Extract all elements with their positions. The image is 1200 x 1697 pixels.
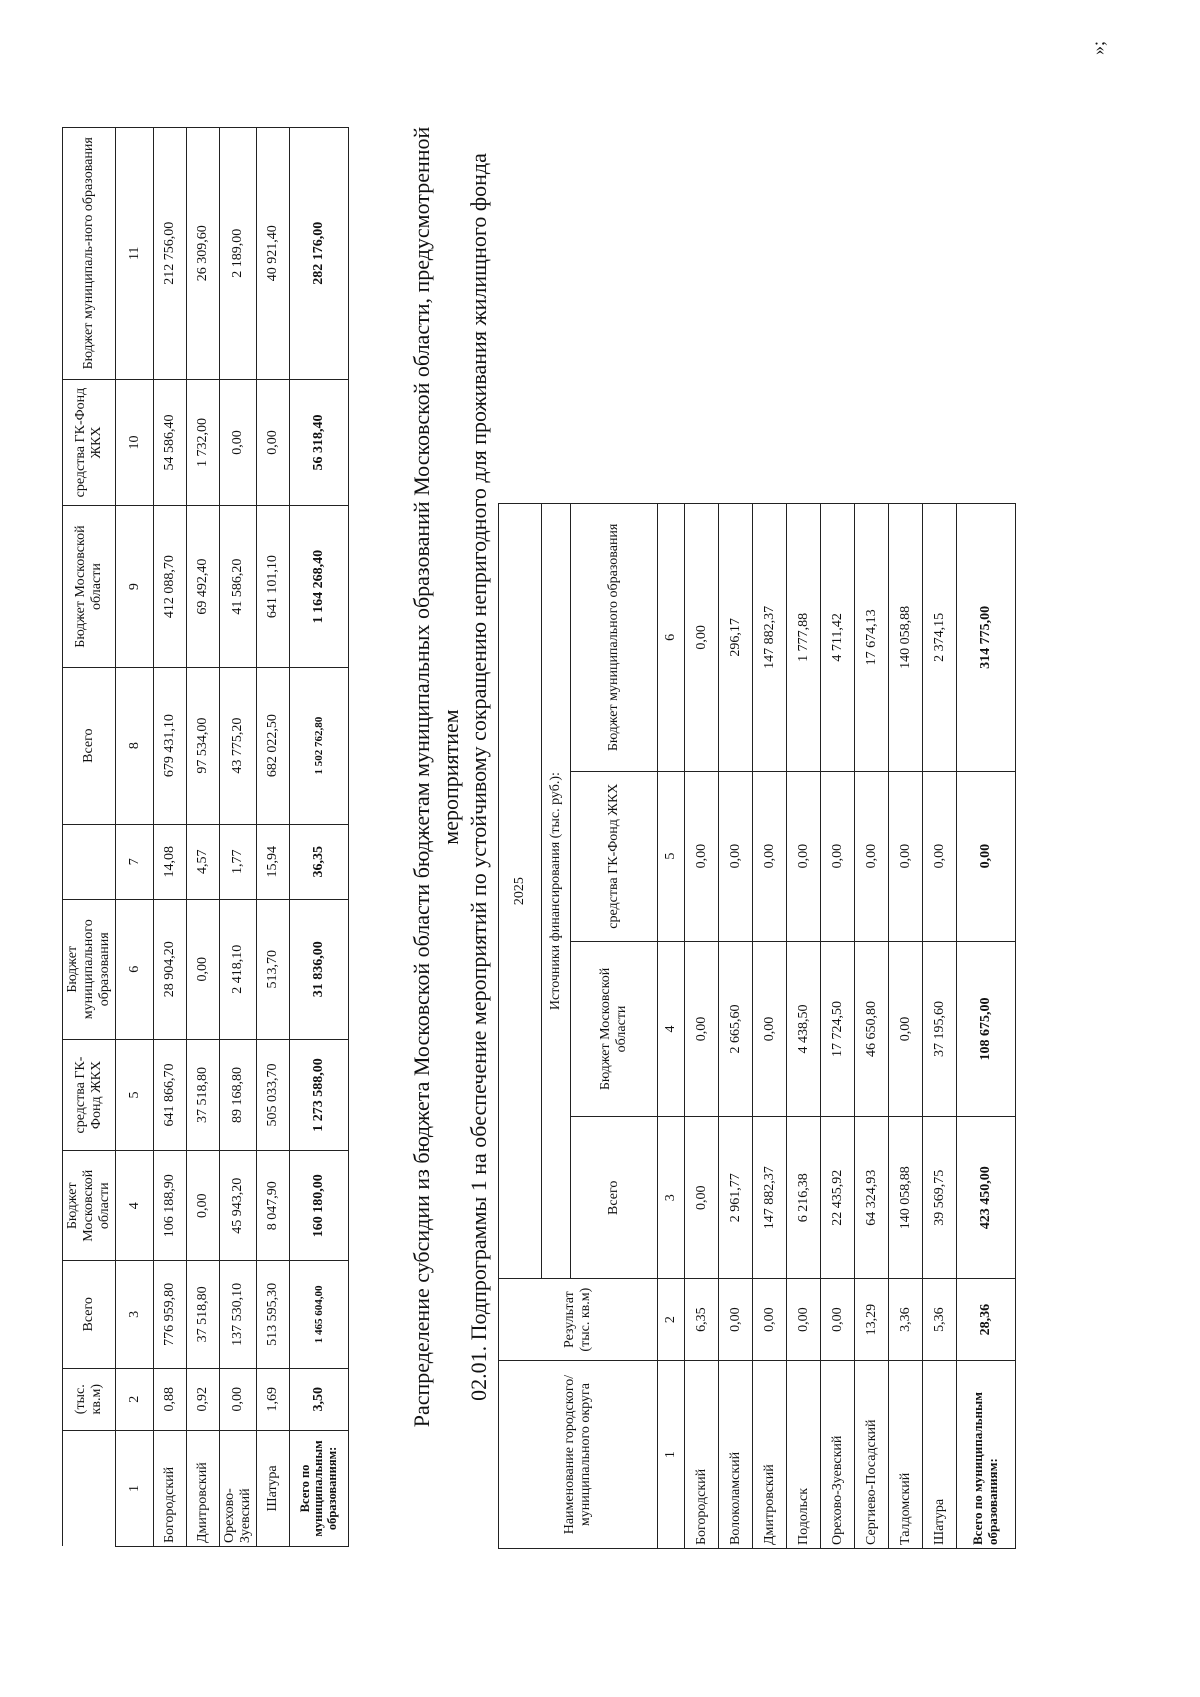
table-cell: 147 882,37: [753, 504, 787, 772]
municipality-name: Дмитровский: [187, 1430, 220, 1546]
table-cell: 89 168,80: [220, 1039, 257, 1151]
municipality-name: Шатура: [923, 1361, 957, 1549]
subsidy-table-continued: [62, 127, 349, 1547]
total-label: Всего по муниципальным образованиям:: [290, 1430, 349, 1546]
table-row: [685, 504, 719, 1549]
header-result: Результат (тыс. кв.м): [499, 1279, 658, 1361]
table-cell: 17 674,13: [855, 504, 889, 772]
table-cell: 140 058,88: [889, 1117, 923, 1279]
municipality-name: Подольск: [787, 1361, 821, 1549]
total-cell: 0,00: [957, 771, 1016, 941]
column-number: 8: [116, 667, 154, 824]
table-cell: 45 943,20: [220, 1151, 257, 1261]
table-row: [753, 504, 787, 1549]
table-cell: 0,00: [685, 771, 719, 941]
table-cell: 641 101,10: [257, 506, 290, 667]
header-funding-sources: Источники финансирования (тыс. руб.):: [542, 504, 571, 1279]
table-cell: 412 088,70: [154, 506, 187, 667]
municipality-name: Орехово-Зуевский: [220, 1430, 257, 1546]
table-cell: 0,00: [685, 504, 719, 772]
table-cell: 679 431,10: [154, 667, 187, 824]
total-row: [290, 128, 349, 1547]
table-cell: 140 058,88: [889, 504, 923, 772]
table-cell: 0,00: [220, 379, 257, 506]
table-header-row: [63, 128, 116, 1547]
section-title-line-2: 02.01. Подпрограммы 1 на обеспечение мероприятий по устойчивому сокращению непригодного для проживания жилищного фонда: [466, 153, 492, 1401]
table-cell: 54 586,40: [154, 379, 187, 506]
total-cell: 108 675,00: [957, 941, 1016, 1117]
header-gk-fund: средства ГК-Фонд ЖКХ: [571, 771, 658, 941]
header-municipal-budget: Бюджет муниципального образования: [571, 504, 658, 772]
table-cell: 0,00: [719, 771, 753, 941]
table-cell: 0,00: [787, 1279, 821, 1361]
header-municipality-name: Наименование городского/муниципального округа: [499, 1361, 658, 1549]
table-row: [220, 128, 257, 1547]
total-cell: 28,36: [957, 1279, 1016, 1361]
table-cell: 0,00: [753, 941, 787, 1117]
total-cell: 1 465 604,00: [290, 1261, 349, 1369]
table-cell: 0,00: [753, 1279, 787, 1361]
municipality-name: Талдомский: [889, 1361, 923, 1549]
table-row: [257, 128, 290, 1547]
column-number: 4: [116, 1151, 154, 1261]
table-cell: 0,00: [187, 1151, 220, 1261]
column-number: 11: [116, 128, 154, 380]
header-cell: Всего: [63, 1261, 116, 1369]
table-cell: 0,00: [685, 941, 719, 1117]
table-cell: 682 022,50: [257, 667, 290, 824]
table-cell: 43 775,20: [220, 667, 257, 824]
table-cell: 0,00: [220, 1368, 257, 1430]
table-row: [889, 504, 923, 1549]
municipality-name: Орехово-Зуевский: [821, 1361, 855, 1549]
table-row: [923, 504, 957, 1549]
table-cell: 0,00: [753, 771, 787, 941]
total-cell: 3,50: [290, 1368, 349, 1430]
municipality-name: Богородский: [154, 1430, 187, 1546]
table-cell: 0,00: [187, 899, 220, 1039]
total-cell: 1 502 762,80: [290, 667, 349, 824]
column-number: 9: [116, 506, 154, 667]
table-cell: 37 518,80: [187, 1039, 220, 1151]
table-cell: 0,00: [821, 1279, 855, 1361]
table-cell: 776 959,80: [154, 1261, 187, 1369]
table-cell: 41 586,20: [220, 506, 257, 667]
municipality-name: Сергиево-Посадский: [855, 1361, 889, 1549]
municipality-name: Волоколамский: [719, 1361, 753, 1549]
table-cell: 5,36: [923, 1279, 957, 1361]
total-cell: 160 180,00: [290, 1151, 349, 1261]
column-number: 2: [116, 1368, 154, 1430]
table-cell: 14,08: [154, 824, 187, 899]
table-row: [787, 504, 821, 1549]
table-cell: 0,00: [889, 941, 923, 1117]
header-cell: средства ГК-Фонд ЖКХ: [63, 379, 116, 506]
column-number: 1: [116, 1430, 154, 1546]
header-cell: средства ГК-Фонд ЖКХ: [63, 1039, 116, 1151]
table-cell: 641 866,70: [154, 1039, 187, 1151]
table-cell: 64 324,93: [855, 1117, 889, 1279]
municipality-name: Богородский: [685, 1361, 719, 1549]
table-cell: 97 534,00: [187, 667, 220, 824]
table-cell: 212 756,00: [154, 128, 187, 380]
table-cell: 137 530,10: [220, 1261, 257, 1369]
total-row: [957, 504, 1016, 1549]
table-cell: 4,57: [187, 824, 220, 899]
municipality-name: Шатура: [257, 1430, 290, 1546]
table-cell: 296,17: [719, 504, 753, 772]
table-cell: 13,29: [855, 1279, 889, 1361]
table-cell: 2 665,60: [719, 941, 753, 1117]
table-cell: 147 882,37: [753, 1117, 787, 1279]
table-cell: 37 195,60: [923, 941, 957, 1117]
total-cell: 36,35: [290, 824, 349, 899]
table-cell: 28 904,20: [154, 899, 187, 1039]
table-cell: 17 724,50: [821, 941, 855, 1117]
total-cell: 31 836,00: [290, 899, 349, 1039]
table-cell: 3,36: [889, 1279, 923, 1361]
section-title: [408, 77, 494, 1477]
column-number: 7: [116, 824, 154, 899]
column-number-row: [116, 128, 154, 1547]
table-cell: 2 961,77: [719, 1117, 753, 1279]
table-cell: 46 650,80: [855, 941, 889, 1117]
column-number: 4: [658, 941, 685, 1117]
column-number: 10: [116, 379, 154, 506]
table-cell: 2 374,15: [923, 504, 957, 772]
total-cell: 423 450,00: [957, 1117, 1016, 1279]
table-cell: 2 418,10: [220, 899, 257, 1039]
table-cell: 4 711,42: [821, 504, 855, 772]
header-cell: Всего: [63, 667, 116, 824]
table-cell: 0,00: [787, 771, 821, 941]
table-cell: 1,69: [257, 1368, 290, 1430]
table-cell: 6,35: [685, 1279, 719, 1361]
header-total: Всего: [571, 1117, 658, 1279]
table-cell: 69 492,40: [187, 506, 220, 667]
total-cell: 1 273 588,00: [290, 1039, 349, 1151]
header-cell: Бюджет муниципального образования: [63, 899, 116, 1039]
table-cell: 39 569,75: [923, 1117, 957, 1279]
table-cell: 106 188,90: [154, 1151, 187, 1261]
table-row: [821, 504, 855, 1549]
total-cell: 1 164 268,40: [290, 506, 349, 667]
column-number: 5: [116, 1039, 154, 1151]
table-row: [719, 504, 753, 1549]
table-row: [855, 504, 889, 1549]
total-cell: 282 176,00: [290, 128, 349, 380]
table-cell: 22 435,92: [821, 1117, 855, 1279]
column-number: 3: [658, 1117, 685, 1279]
table-cell: 40 921,40: [257, 128, 290, 380]
table-cell: 0,00: [821, 771, 855, 941]
column-number: 6: [658, 504, 685, 772]
table-header-row: [499, 504, 542, 1549]
table-cell: 0,00: [257, 379, 290, 506]
table-cell: 2 189,00: [220, 128, 257, 380]
table-cell: 1,77: [220, 824, 257, 899]
header-cell: [63, 1430, 116, 1546]
table-cell: 0,00: [719, 1279, 753, 1361]
table-cell: 37 518,80: [187, 1261, 220, 1369]
table-cell: 0,00: [855, 771, 889, 941]
total-label: Всего по муниципальным образованиям:: [957, 1361, 1016, 1549]
table-cell: 8 047,90: [257, 1151, 290, 1261]
table-row: [187, 128, 220, 1547]
municipality-name: Дмитровский: [753, 1361, 787, 1549]
column-number: 1: [658, 1361, 685, 1549]
column-number: 6: [116, 899, 154, 1039]
total-cell: 314 775,00: [957, 504, 1016, 772]
column-number: 2: [658, 1279, 685, 1361]
table-cell: 15,94: [257, 824, 290, 899]
header-cell: (тыс. кв.м): [63, 1368, 116, 1430]
table-cell: 26 309,60: [187, 128, 220, 380]
table-cell: 0,00: [685, 1117, 719, 1279]
table-row: [154, 128, 187, 1547]
margin-mark: »;: [1088, 40, 1108, 55]
table-cell: 513,70: [257, 899, 290, 1039]
column-number: 3: [116, 1261, 154, 1369]
total-cell: 56 318,40: [290, 379, 349, 506]
header-moscow-region-budget: Бюджет Московской области: [571, 941, 658, 1117]
table-cell: 1 777,88: [787, 504, 821, 772]
header-cell: Бюджет Московской области: [63, 1151, 116, 1261]
header-cell: [63, 824, 116, 899]
table-cell: 0,00: [889, 771, 923, 941]
table-cell: 0,00: [923, 771, 957, 941]
column-number: 5: [658, 771, 685, 941]
table-cell: 513 595,30: [257, 1261, 290, 1369]
subsidy-table-2025: [498, 503, 1016, 1549]
header-year: 2025: [499, 504, 542, 1279]
header-cell: Бюджет муниципаль-ного образования: [63, 128, 116, 380]
header-cell: Бюджет Московской области: [63, 506, 116, 667]
table-cell: 0,88: [154, 1368, 187, 1430]
table-cell: 4 438,50: [787, 941, 821, 1117]
table-cell: 1 732,00: [187, 379, 220, 506]
table-cell: 0,92: [187, 1368, 220, 1430]
column-number-row: [658, 504, 685, 1549]
section-title-line-1: Распределение субсидии из бюджета Московской области бюджетам муниципальных образований Московской области, предусмотренной мероприятием: [409, 126, 463, 1428]
table-cell: 505 033,70: [257, 1039, 290, 1151]
table-cell: 6 216,38: [787, 1117, 821, 1279]
